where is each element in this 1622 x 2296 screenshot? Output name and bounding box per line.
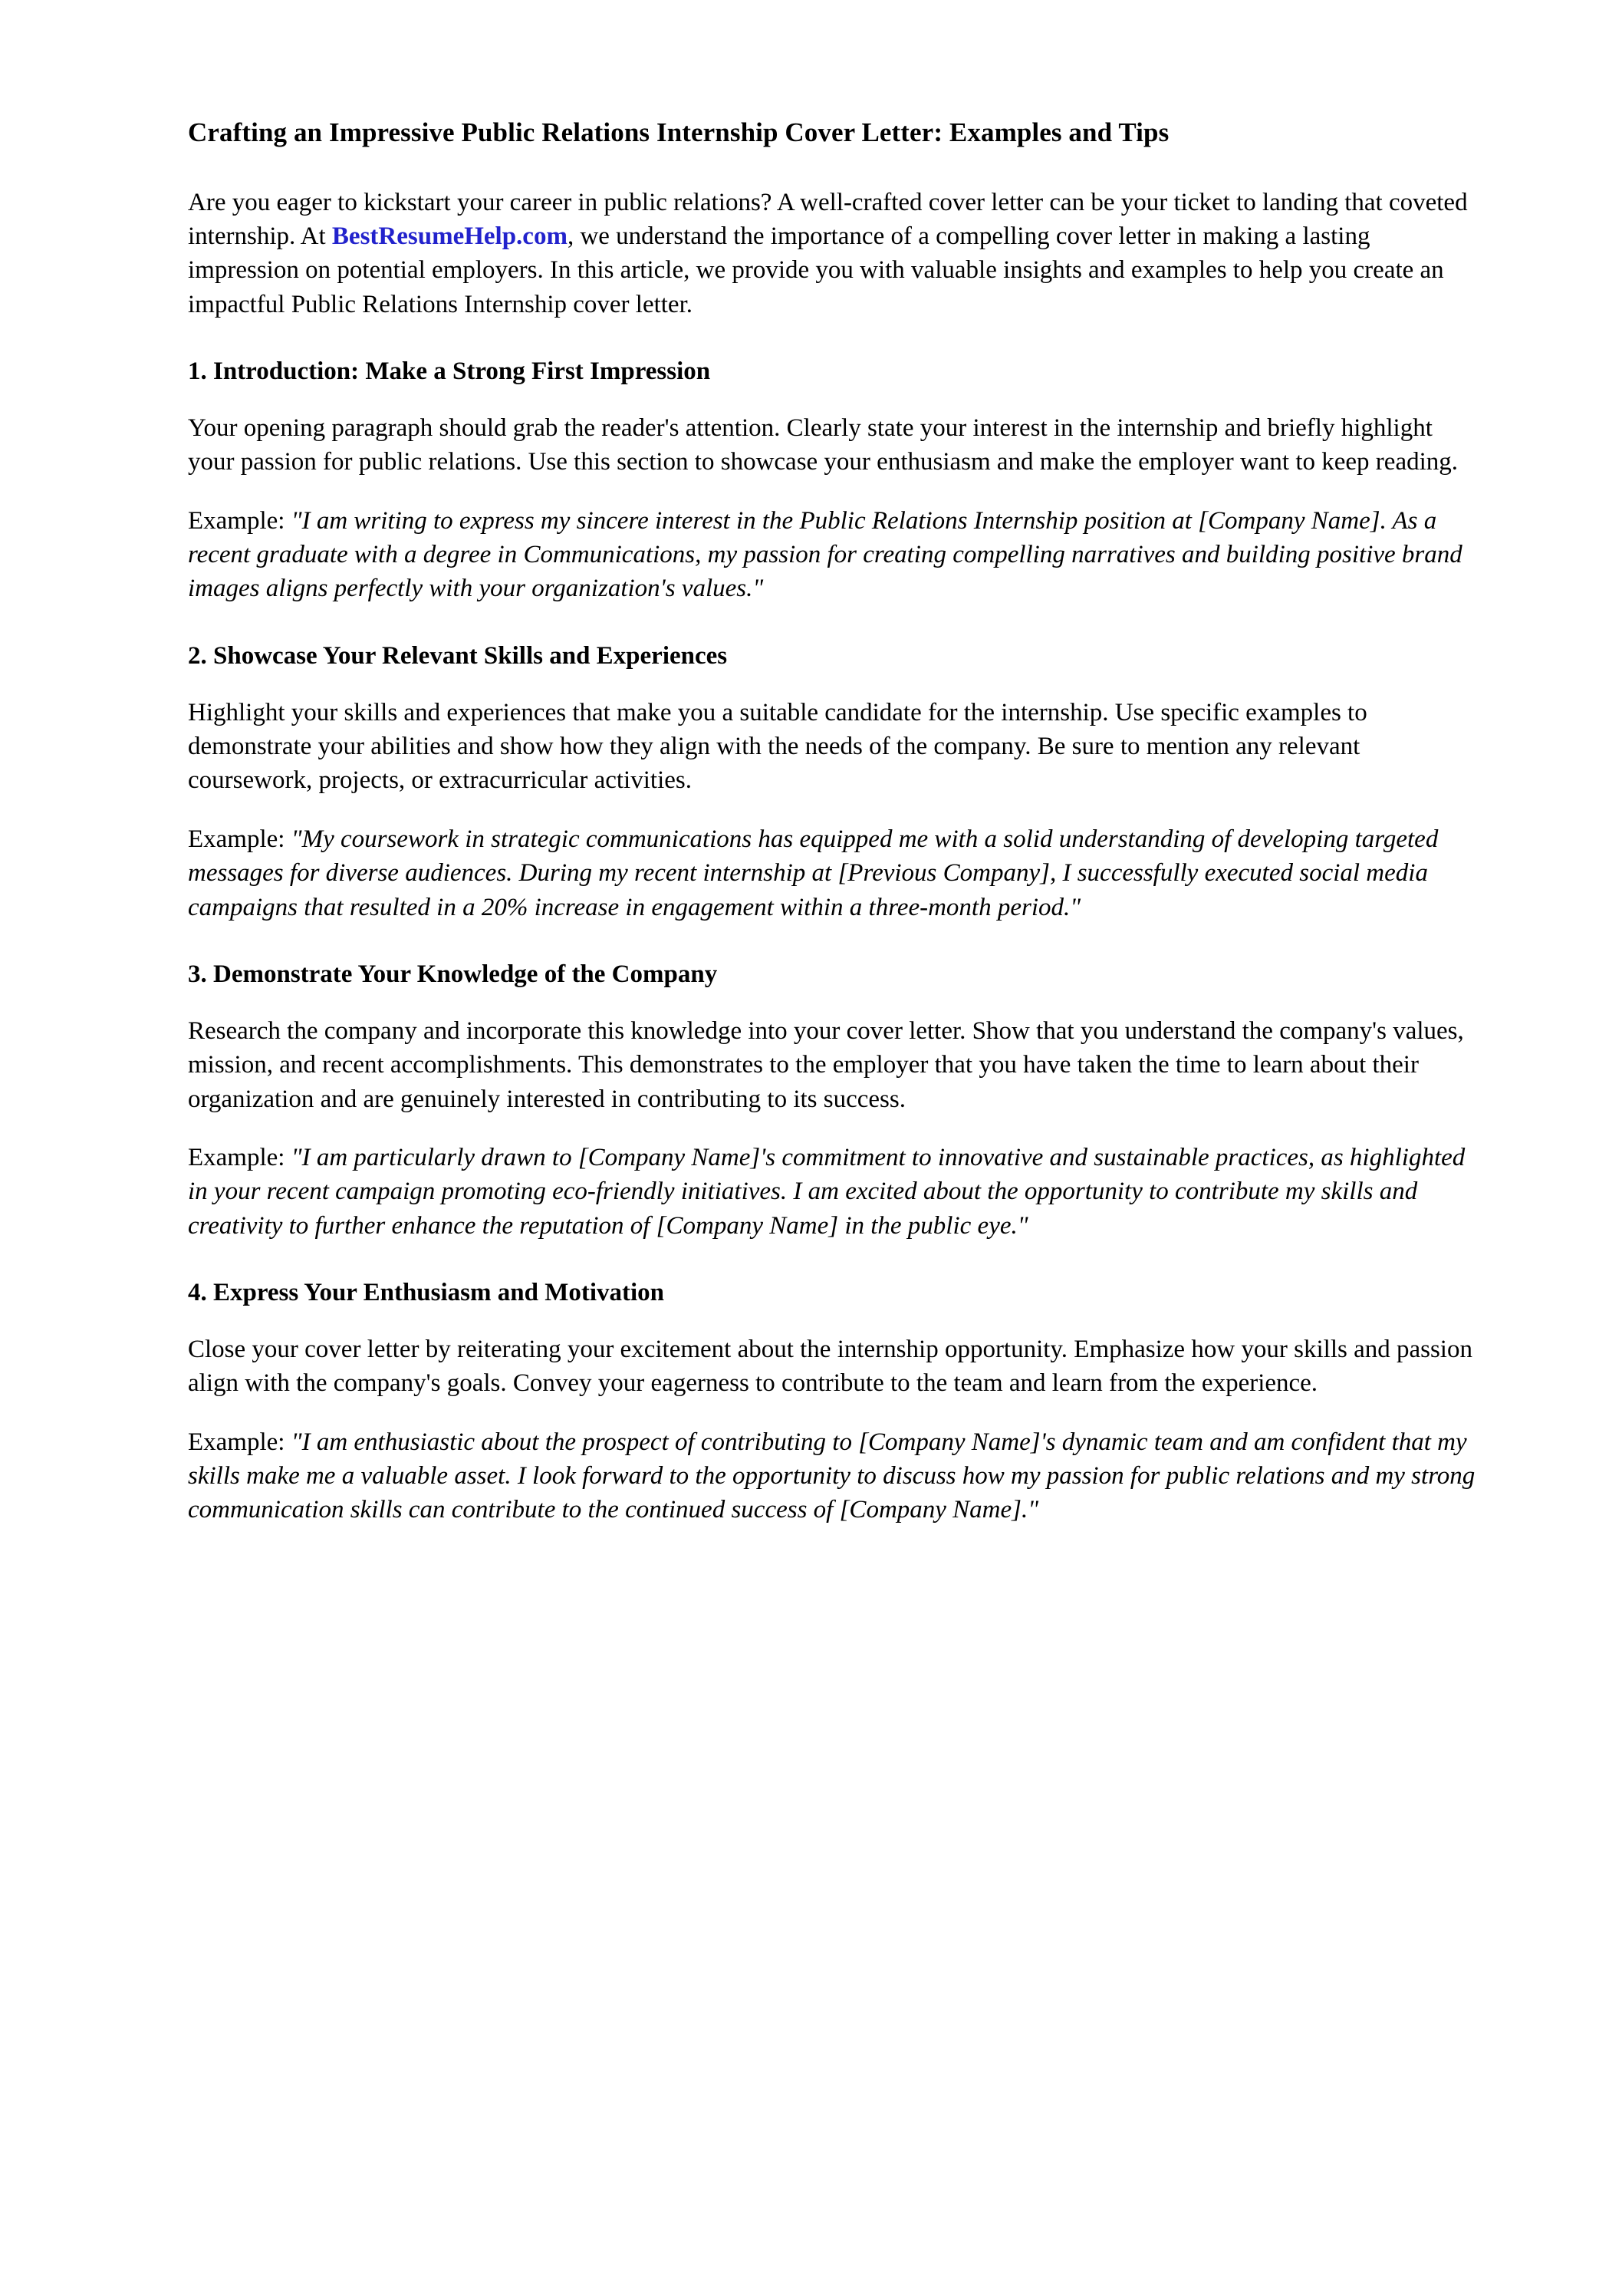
section-heading-1: 1. Introduction: Make a Strong First Impression	[188, 357, 711, 385]
section-body-1: Your opening paragraph should grab the reader's attention. Clearly state your interest in the internship and briefly highlight your passion for public relations. Use this section to showcase your enthusiasm and make the employer want to keep reading.	[188, 413, 1459, 476]
section-example-4	[188, 1425, 1480, 1527]
intro-text-before-link: Are you eager to kickstart your career in public relations? A well-crafted cover letter can be your ticket to landing that coveted internship. At	[188, 188, 1468, 250]
section-heading-4: 4. Express Your Enthusiasm and Motivation	[188, 1279, 665, 1307]
intro-text-after-link: , we understand the importance of a compelling cover letter in making a lasting impression on potential employers. In this article, we provide you with valuable insights and examples to help you create an impactful Public Relations Internship cover letter.	[188, 222, 1444, 318]
example-label-2: Example:	[188, 825, 291, 853]
section-example-1	[188, 504, 1480, 606]
example-quote-3: "I am particularly drawn to [Company Name]'s commitment to innovative and sustainable practices, as highlighted in your recent campaign promoting eco-friendly initiatives. I am excited about the opportunity to contribute my skills and creativity to further enhance the reputation of [Company Name] in the public eye."	[188, 1143, 1466, 1240]
example-label-3: Example:	[188, 1143, 291, 1171]
bestresumehelp-link[interactable]: BestResumeHelp.com	[331, 222, 568, 250]
section-heading-3: 3. Demonstrate Your Knowledge of the Company	[188, 960, 718, 988]
section-example-3	[188, 1141, 1480, 1243]
example-quote-4: "I am enthusiastic about the prospect of contributing to [Company Name]'s dynamic team and am confident that my skills make me a valuable asset. I look forward to the opportunity to discuss how my passion for public relations and my strong communication skills can contribute to the continued success of [Company Name]."	[188, 1428, 1476, 1524]
section-body-4: Close your cover letter by reiterating your excitement about the internship opportunity. Emphasize how your skills and passion align with the company's goals. Convey your eagerness to contribute to the team and learn from the experience.	[188, 1335, 1472, 1398]
section-heading-2: 2. Showcase Your Relevant Skills and Experiences	[188, 641, 728, 670]
page-title: Crafting an Impressive Public Relations Internship Cover Letter: Examples and Tips	[188, 117, 1170, 147]
intro-paragraph	[188, 186, 1480, 322]
section-body-3: Research the company and incorporate this knowledge into your cover letter. Show that you understand the company's values, mission, and recent accomplishments. This demonstrates to the employer that you have taken the time to learn about their organization and are genuinely interested in contributing to its success.	[188, 1016, 1464, 1113]
example-quote-1: "I am writing to express my sincere interest in the Public Relations Internship position at [Company Name]. As a recent graduate with a degree in Communications, my passion for creating compelling narratives and building positive brand images aligns perfectly with your organization's values."	[188, 506, 1462, 603]
page-bottom-whitespace	[188, 1552, 1480, 1782]
example-label-1: Example:	[188, 506, 291, 535]
section-example-2	[188, 822, 1480, 924]
example-quote-2: "My coursework in strategic communications has equipped me with a solid understanding of developing targeted messages for diverse audiences. During my recent internship at [Previous Company], I successfully executed social media campaigns that resulted in a 20% increase in engagement within a three-month period."	[188, 825, 1439, 921]
example-label-4: Example:	[188, 1428, 291, 1456]
section-body-2: Highlight your skills and experiences that make you a suitable candidate for the internship. Use specific examples to demonstrate your abilities and show how they align with the needs of the company. Be sure to mention any relevant coursework, projects, or extracurricular activities.	[188, 698, 1367, 795]
